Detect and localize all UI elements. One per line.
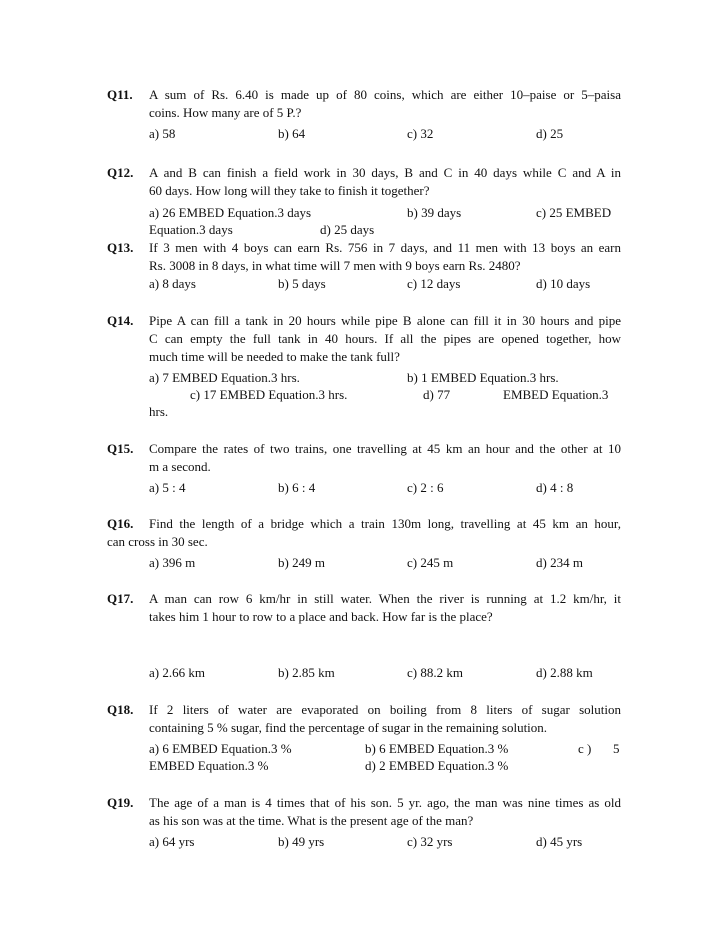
question-number: Q14.: [107, 313, 134, 328]
option-b: b) 39 days: [407, 205, 462, 220]
question-text-line: Rs. 3008 in 8 days, in what time will 7 men with 9 boys earn Rs. 2480?: [149, 258, 521, 273]
option-c: c) 2 : 6: [407, 480, 444, 495]
option-d: d) 10 days: [536, 276, 591, 291]
option-b: b) 249 m: [278, 555, 325, 570]
question-number: Q15.: [107, 441, 134, 456]
option-c: c) 12 days: [407, 276, 461, 291]
option-d: d) 234 m: [536, 555, 583, 570]
option-a: a) 6 EMBED Equation.3 %: [149, 741, 292, 756]
option-c: c) 17 EMBED Equation.3 hrs.: [190, 387, 348, 402]
option-a: a) 8 days: [149, 276, 196, 291]
option-c-continued: 5: [613, 741, 620, 756]
question-text-line: Pipe A can fill a tank in 20 hours while pipe B alone can fill it in 30 hours and pipe: [149, 313, 621, 328]
question-text-line: Find the length of a bridge which a train 130m long, travelling at 45 km an hour,: [149, 516, 621, 531]
option-c: c ): [578, 741, 592, 756]
question-number: Q12.: [107, 165, 134, 180]
option-d: d) 45 yrs: [536, 834, 583, 849]
option-b: b) 1 EMBED Equation.3 hrs.: [407, 370, 559, 385]
question-text-line: much time will be needed to make the tank full?: [149, 349, 400, 364]
question-text-line: Compare the rates of two trains, one travelling at 45 km an hour and the other at 10: [149, 441, 621, 456]
option-d-continued: hrs.: [149, 404, 169, 419]
option-b: b) 2.85 km: [278, 665, 335, 680]
option-b: b) 64: [278, 126, 306, 141]
question-text-line: The age of a man is 4 times that of his son. 5 yr. ago, the man was nine times as old: [149, 795, 621, 810]
option-c: c) 245 m: [407, 555, 454, 570]
option-c: c) 25 EMBED: [536, 205, 612, 220]
question-number: Q11.: [107, 87, 133, 102]
option-b: b) 49 yrs: [278, 834, 325, 849]
option-b: b) 5 days: [278, 276, 326, 291]
option-c-continued: Equation.3 days: [149, 222, 233, 237]
option-c-continued: EMBED Equation.3 %: [149, 758, 269, 773]
option-b: b) 6 : 4: [278, 480, 316, 495]
option-a: a) 64 yrs: [149, 834, 195, 849]
question-text-line: A sum of Rs. 6.40 is made up of 80 coins, which are either 10–paise or 5–paisa: [149, 87, 621, 102]
question-text-line: A man can row 6 km/hr in still water. When the river is running at 1.2 km/hr, it: [149, 591, 621, 606]
question-text-line: can cross in 30 sec.: [107, 534, 208, 549]
option-c: c) 88.2 km: [407, 665, 463, 680]
option-d: d) 77: [423, 387, 451, 402]
question-text-line: takes him 1 hour to row to a place and back. How far is the place?: [149, 609, 493, 624]
option-c: c) 32 yrs: [407, 834, 453, 849]
question-text-line: If 3 men with 4 boys can earn Rs. 756 in 7 days, and 11 men with 13 boys an earn: [149, 240, 621, 255]
option-a: a) 26 EMBED Equation.3 days: [149, 205, 312, 220]
option-d: d) 2 EMBED Equation.3 %: [365, 758, 509, 773]
question-number: Q13.: [107, 240, 134, 255]
option-a: a) 7 EMBED Equation.3 hrs.: [149, 370, 300, 385]
question-text-line: 60 days. How long will they take to finish it together?: [149, 183, 430, 198]
option-d: d) 25: [536, 126, 564, 141]
question-number: Q16.: [107, 516, 134, 531]
option-c: c) 32: [407, 126, 434, 141]
option-a: a) 5 : 4: [149, 480, 186, 495]
question-text-line: coins. How many are of 5 P.?: [149, 105, 302, 120]
option-d: d) 4 : 8: [536, 480, 574, 495]
question-text-line: containing 5 % sugar, find the percentage of sugar in the remaining solution.: [149, 720, 548, 735]
question-number: Q18.: [107, 702, 134, 717]
question-text-line: A and B can finish a field work in 30 days, B and C in 40 days while C and A in: [149, 165, 621, 180]
question-number: Q19.: [107, 795, 134, 810]
question-number: Q17.: [107, 591, 134, 606]
option-d-continued: EMBED Equation.3: [503, 387, 609, 402]
option-b: b) 6 EMBED Equation.3 %: [365, 741, 509, 756]
question-text-line: If 2 liters of water are evaporated on boiling from 8 liters of sugar solution: [149, 702, 621, 717]
question-text-line: as his son was at the time. What is the present age of the man?: [149, 813, 474, 828]
question-text-line: m a second.: [149, 459, 211, 474]
option-a: a) 2.66 km: [149, 665, 205, 680]
option-a: a) 58: [149, 126, 176, 141]
option-a: a) 396 m: [149, 555, 196, 570]
option-d: d) 25 days: [320, 222, 375, 237]
question-text-line: C can empty the full tank in 40 hours. If all the pipes are opened together, how: [149, 331, 621, 346]
option-d: d) 2.88 km: [536, 665, 593, 680]
